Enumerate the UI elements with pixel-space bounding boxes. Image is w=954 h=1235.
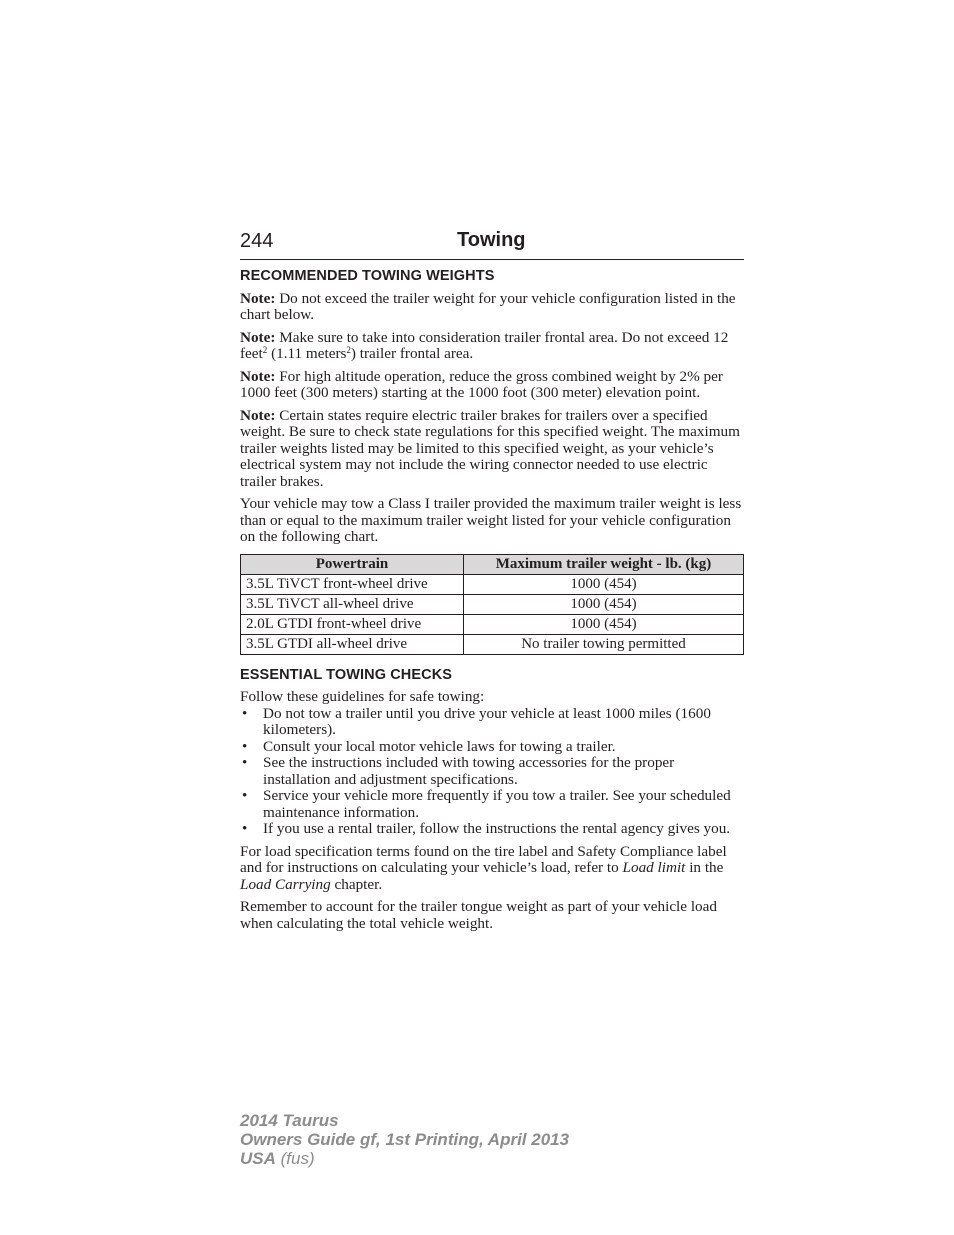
table-cell: 2.0L GTDI front-wheel drive: [241, 614, 464, 634]
superscript: 2: [262, 345, 268, 355]
table-row: [241, 594, 744, 614]
table-row: [241, 634, 744, 654]
table-row: [241, 574, 744, 594]
page-number: 244: [240, 230, 274, 252]
note-paragraph: [240, 369, 744, 402]
footer-line: Owners Guide gf, 1st Printing, April 2013: [240, 1130, 570, 1149]
note-label: Note:: [240, 367, 276, 385]
note-text: Make sure to take into consideration trailer frontal area. Do not exceed 12 feet: [240, 328, 729, 362]
body-paragraph: Remember to account for the trailer tongue weight as part of your vehicle load when calculating the total vehicle weight.: [240, 898, 717, 932]
footer-region: USA: [240, 1149, 276, 1168]
list-item: • See the instructions included with towing accessories for the proper installation and adjustment specifications.: [240, 755, 744, 788]
page-footer: [240, 1111, 569, 1168]
footer-line: 2014 Taurus: [240, 1111, 339, 1130]
page-title: Towing: [457, 229, 526, 251]
section-heading-essential-checks: ESSENTIAL TOWING CHECKS: [240, 666, 453, 683]
table-row: [241, 614, 744, 634]
body-paragraph: Follow these guidelines for safe towing:: [240, 688, 485, 705]
table-cell: 1000 (454): [464, 614, 744, 634]
note-paragraph: [240, 330, 744, 363]
towing-weights-table: [240, 554, 744, 655]
page-content: [240, 266, 744, 938]
list-item: • Service your vehicle more frequently if you tow a trailer. See your scheduled maintenance information.: [240, 788, 744, 821]
note-label: Note:: [240, 406, 276, 424]
section-heading-recommended-weights: RECOMMENDED TOWING WEIGHTS: [240, 268, 495, 284]
note-text: (1.11 meters: [267, 345, 347, 362]
paragraph-text: For load specification terms found on the tire label and Safety Compliance label and for instructions on calculating your vehicle’s load, refer to: [240, 842, 727, 876]
table-header-cell: Powertrain: [241, 554, 464, 574]
table-header-cell: Maximum trailer weight - lb. (kg): [464, 554, 744, 574]
note-text: For high altitude operation, reduce the gross combined weight by 2% per 1000 feet (300 meters) starting at the 1000 foot (300 meter) elevation point.: [240, 367, 723, 401]
note-text: Do not exceed the trailer weight for your vehicle configuration listed in the chart below.: [240, 289, 736, 323]
paragraph-text: chapter.: [330, 875, 383, 893]
list-item: • Consult your local motor vehicle laws for towing a trailer.: [240, 739, 744, 756]
list-item: • If you use a rental trailer, follow the instructions the rental agency gives you.: [240, 821, 744, 838]
note-text: ) trailer frontal area.: [350, 345, 474, 362]
table-cell: 3.5L TiVCT all-wheel drive: [241, 594, 464, 614]
paragraph-text: in the: [685, 859, 724, 876]
note-text: Certain states require electric trailer brakes for trailers over a specified weight. Be sure to check state regulations for this specified weight. The maximum trailer weights listed may be limited to this specified weight, as your vehicle’s electrical system may not include the wiring connector needed to use electric trailer brakes.: [240, 406, 740, 490]
note-label: Note:: [240, 328, 276, 346]
table-cell: 3.5L GTDI all-wheel drive: [241, 634, 464, 654]
table-cell: 1000 (454): [464, 594, 744, 614]
cross-reference-load-carrying: Load Carrying: [240, 875, 331, 893]
footer-region-code: (fus): [275, 1149, 315, 1168]
bullet-list: [240, 706, 744, 838]
superscript: 2: [346, 345, 351, 355]
table-cell: No trailer towing permitted: [464, 634, 744, 654]
cross-reference-load-limit: Load limit: [622, 859, 686, 876]
note-label: Note:: [240, 289, 276, 307]
footer-line: [240, 1149, 569, 1168]
list-item: • Do not tow a trailer until you drive your vehicle at least 1000 miles (1600 kilometers).: [240, 706, 744, 739]
table-header-row: [241, 554, 744, 574]
page-header: [240, 226, 744, 260]
table-cell: 3.5L TiVCT front-wheel drive: [241, 574, 464, 594]
table-cell: 1000 (454): [464, 574, 744, 594]
note-paragraph: [240, 408, 744, 491]
body-paragraph: [240, 844, 744, 894]
note-paragraph: [240, 291, 744, 324]
body-paragraph: Your vehicle may tow a Class I trailer provided the maximum trailer weight is less than or equal to the maximum trailer weight listed for your vehicle configuration on the following chart.: [240, 495, 742, 545]
